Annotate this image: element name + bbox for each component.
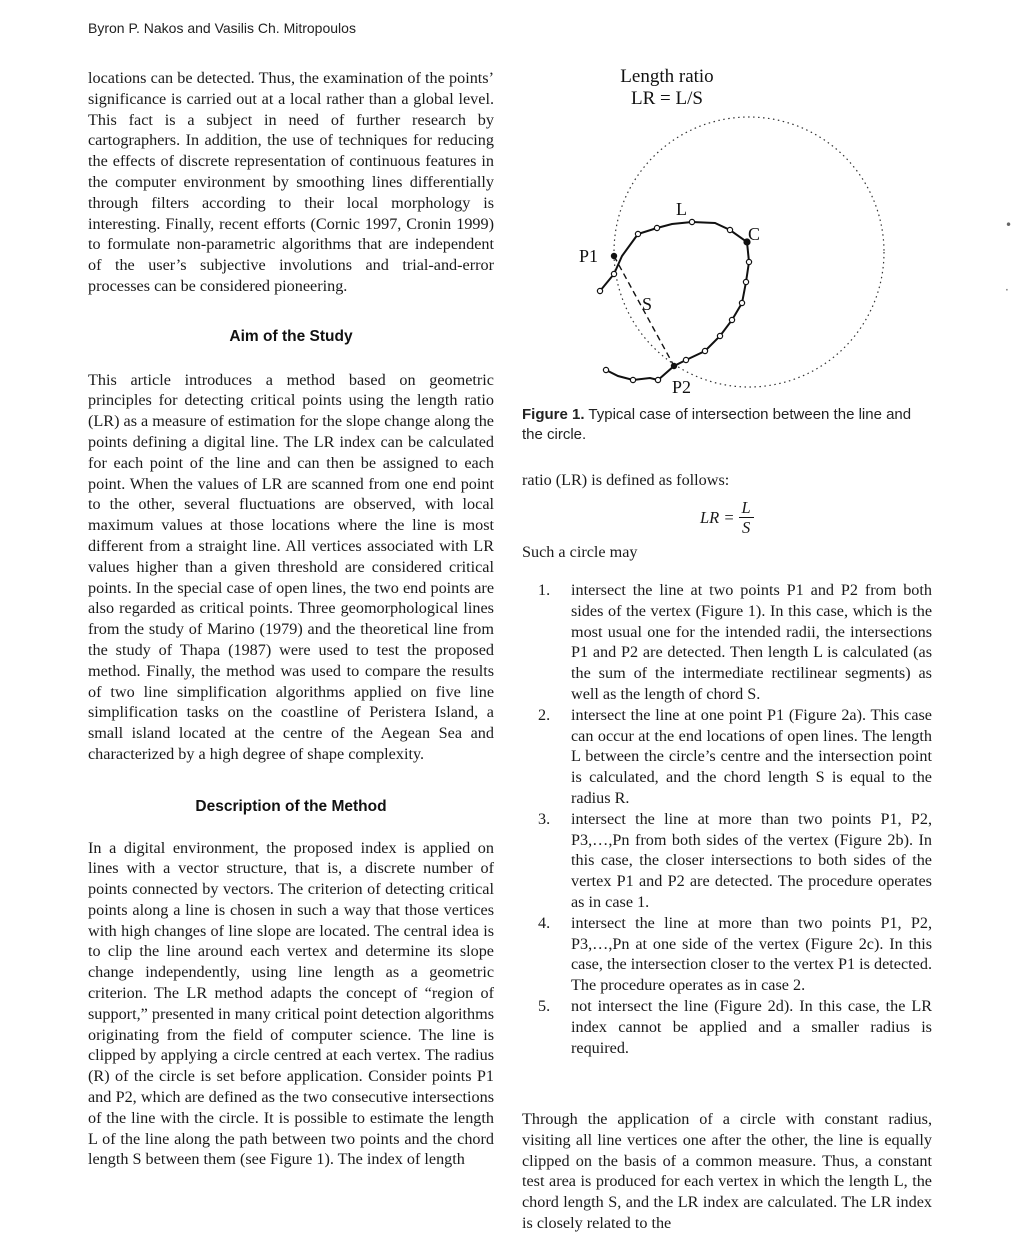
point-p2 (671, 363, 677, 369)
method-paragraph: In a digital environment, the proposed index is applied on lines with a vector structure, that is, a discrete number of points connected by vectors. The criterion of detecting critical points along a line is chosen in such a way that those vertices with high changes of line slope are located. The central idea is to clip the line around each vertex and determine its slope change independently, using line length as a geometric criterion. The LR method adapts the concept of “region of support,” presented in many critical point detection algorithms originating from the field of computer science. The line is clipped by applying a circle centred at each vertex. The radius (R) of the circle is set before application. Consider points P1 and P2, which are defined as the two consecutive intersections of the line with the circle. It is possible to estimate the length L of the line along the path between two points and the chord length S between them (see Figure 1). The index of length (88, 838, 494, 1169)
list-item (538, 996, 932, 1058)
list-item (538, 809, 932, 913)
vertex (727, 227, 732, 232)
point-p1 (611, 253, 617, 259)
list-item-number: 5. (538, 996, 551, 1015)
figure-1 (562, 60, 902, 405)
ratio-definition-line: ratio (LR) is defined as follows: (522, 471, 730, 489)
line-vertices (597, 219, 751, 382)
list-item (538, 580, 932, 705)
label-p2: P2 (672, 377, 692, 397)
list-item-text: not intersect the line (Figure 2d). In this case, the LR index cannot be applied and a smaller radius is required. (571, 996, 932, 1057)
vertex (746, 259, 751, 264)
vertex (654, 225, 659, 230)
left-column (88, 68, 494, 1170)
list-item-text: intersect the line at one point P1 (Figure 2a). This case can occur at the end locations of open lines. The length L between the circle’s centre and the intersection point is calculated, and the chord length S is equal to the radius R. (571, 705, 932, 807)
vertex (635, 231, 640, 236)
formula-denominator: S (741, 518, 751, 537)
vertex (729, 317, 734, 322)
vertex (597, 288, 602, 293)
vertex (611, 271, 616, 276)
formula-lhs: LR = (700, 507, 735, 527)
formula-fraction (739, 498, 754, 537)
caption-text: Typical case of intersection between the line and the circle. (522, 406, 912, 443)
vertex (743, 279, 748, 284)
list-item-number: 3. (538, 809, 551, 828)
vertex (702, 348, 707, 353)
list-item-text: intersect the line at more than two points P1, P2, P3,…,Pn from both sides of the vertex (Figure 2b). In this case, the closer intersections to both sides of the vertex P1 and P2 are detected. The procedure operates as in case 1. (571, 809, 932, 911)
vertex (630, 377, 635, 382)
list-item (538, 705, 932, 809)
formula-numerator: L (739, 498, 754, 518)
list-item-text: intersect the line at more than two points P1, P2, P3,…,Pn at one side of the vertex (Figure 2c). In this case, the intersection closer to the vertex P1 is detected. The procedure operates as in case 2. (571, 913, 932, 995)
list-item (538, 913, 932, 996)
such-circle-line: Such a circle may (522, 543, 638, 561)
label-p1: P1 (579, 246, 599, 266)
figure-title-line2: LR = L/S (631, 88, 703, 109)
vertex (655, 377, 660, 382)
vertex (717, 333, 722, 338)
list-item-number: 1. (538, 581, 551, 599)
list-item-number: 2. (538, 705, 551, 724)
vertex (739, 300, 744, 305)
scan-speck: • (1005, 218, 1013, 232)
digital-line (600, 222, 749, 380)
vertex (603, 367, 608, 372)
label-c: C (748, 224, 761, 244)
intersection-cases-list (538, 580, 932, 1058)
list-item-number: 4. (538, 913, 551, 932)
section-heading-aim: Aim of the Study (229, 327, 353, 345)
intro-paragraph: locations can be detected. Thus, the examination of the points’ significance is carried out at a local rather than a global level. This fact is a subject in need of further research by cartographers. In addition, the use of techniques for reducing the effects of discrete representation of continuous features in the computer environment by smoothing lines differentially through filters according to their local morphology is interesting. Finally, recent efforts (Cornic 1997, Cronin 1999) to formulate non-parametric algorithms that are independent of the user’s subjective involutions and trial-and-error processes can be considered pioneering. (88, 69, 494, 295)
label-s: S (642, 294, 653, 314)
figure-caption (522, 405, 932, 445)
list-item-text: intersect the line at two points P1 and P2 from both sides of the vertex (Figure 1). In this case, which is the most usual one for the intended radii, the intersections P1 and P2 are detected. Then length L is calculated (as the sum of the intermediate rectilinear segments) as well as the length of chord S. (571, 581, 932, 703)
vertex (683, 357, 688, 362)
scan-speck: · (1005, 283, 1009, 297)
caption-label: Figure 1. (522, 406, 585, 423)
running-head: Byron P. Nakos and Vasilis Ch. Mitropoulos (88, 20, 356, 36)
aim-paragraph: This article introduces a method based on geometric principles for detecting critical points using the length ratio (LR) as a measure of estimation for the slope change along the points defining a digital line. The LR index can be calculated for each point of the line and can then be assigned to each point. When the values of LR are scanned from one end point to the other, several fluctuations are observed, with local maximum values at those locations where the line is most different from a straight line. All vertices associated with LR values higher than a given threshold are considered critical points. In the special case of open lines, the two end points are also regarded as critical points. Three geomorphological lines from the study of Marino (1979) and the theoretical line from the study of Thapa (1987) were used to test the proposed method. Finally, the method was used to compare the results of two line simplification algorithms applied on five line simplification tasks on the coastline of Peristera Island, a small island located at the centre of the Aegean Sea and characterized by a high degree of shape complexity. (88, 370, 494, 763)
section-heading-method: Description of the Method (195, 797, 387, 815)
lr-formula (700, 498, 754, 537)
closing-paragraph: Through the application of a circle with constant radius, visiting all line vertices one after the other, the line is equally clipped on the basis of a common measure. Thus, a constant test area is produced for each vertex in which the length L, the chord length S, and the LR index are calculated. The LR index is closely related to the (522, 1110, 932, 1232)
vertex (689, 219, 694, 224)
figure-title-line1: Length ratio (620, 66, 714, 87)
figure-1-diagram (562, 60, 902, 405)
label-l: L (676, 199, 687, 219)
